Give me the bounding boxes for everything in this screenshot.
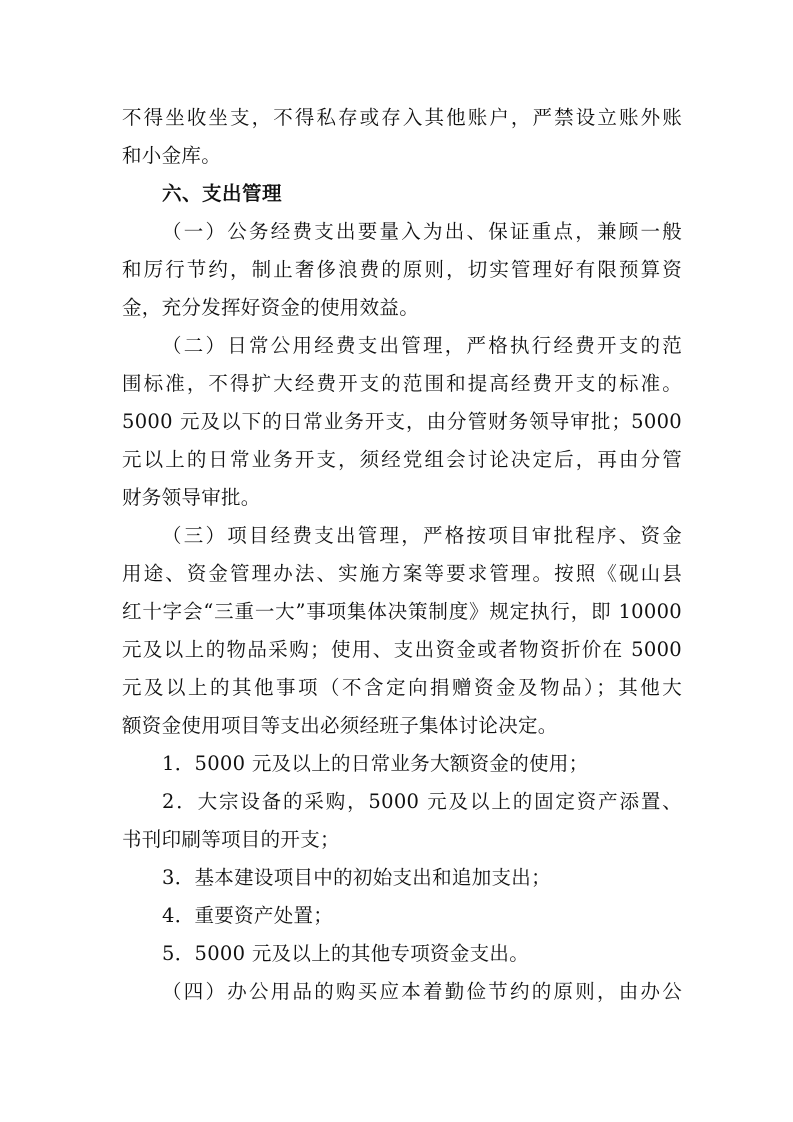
paragraph-line: 金，充分发挥好资金的使用效益。 <box>122 296 420 319</box>
section-heading: 六、支出管理 <box>162 182 283 205</box>
list-item-continuation: 书刊印刷等项目的开支； <box>122 828 340 851</box>
list-item: 2．大宗设备的采购，5000 元及以上的固定资产添置、 <box>162 790 682 813</box>
paragraph-line: 不得坐收坐支，不得私存或存入其他账户，严禁设立账外账 <box>122 106 682 129</box>
paragraph-line: 红十字会“三重一大”事项集体决策制度》规定执行，即 10000 <box>122 600 682 623</box>
paragraph-line: （三）项目经费支出管理，严格按项目审批程序、资金 <box>162 524 682 547</box>
paragraph-line: 5000 元及以下的日常业务开支，由分管财务领导审批；5000 <box>122 410 682 433</box>
paragraph-line: 和小金库。 <box>122 144 222 167</box>
paragraph-line: （二）日常公用经费支出管理，严格执行经费开支的范 <box>162 334 682 357</box>
list-item: 5．5000 元及以上的其他专项资金支出。 <box>162 942 530 965</box>
paragraph-line: 元以上的日常业务开支，须经党组会讨论决定后，再由分管 <box>122 448 682 471</box>
paragraph-line: 围标准，不得扩大经费开支的范围和提高经费开支的标准。 <box>122 372 682 395</box>
paragraph-line: （一）公务经费支出要量入为出、保证重点，兼顾一般 <box>162 220 682 243</box>
list-item: 1．5000 元及以上的日常业务大额资金的使用； <box>162 752 589 775</box>
paragraph-line: 用途、资金管理办法、实施方案等要求管理。按照《砚山县 <box>122 562 682 585</box>
list-item: 3．基本建设项目中的初始支出和追加支出； <box>162 866 551 889</box>
paragraph-line: 额资金使用项目等支出必须经班子集体讨论决定。 <box>122 714 558 737</box>
paragraph-line: 财务领导审批。 <box>122 486 261 509</box>
paragraph-line: 和厉行节约，制止奢侈浪费的原则，切实管理好有限预算资 <box>122 258 682 281</box>
paragraph-line: 元及以上的物品采购；使用、支出资金或者物资折价在 5000 <box>122 638 682 661</box>
paragraph-line: （四）办公用品的购买应本着勤俭节约的原则，由办公 <box>162 980 682 1003</box>
paragraph-line: 元及以上的其他事项（不含定向捐赠资金及物品）；其他大 <box>122 676 682 699</box>
list-item: 4．重要资产处置； <box>162 904 334 927</box>
